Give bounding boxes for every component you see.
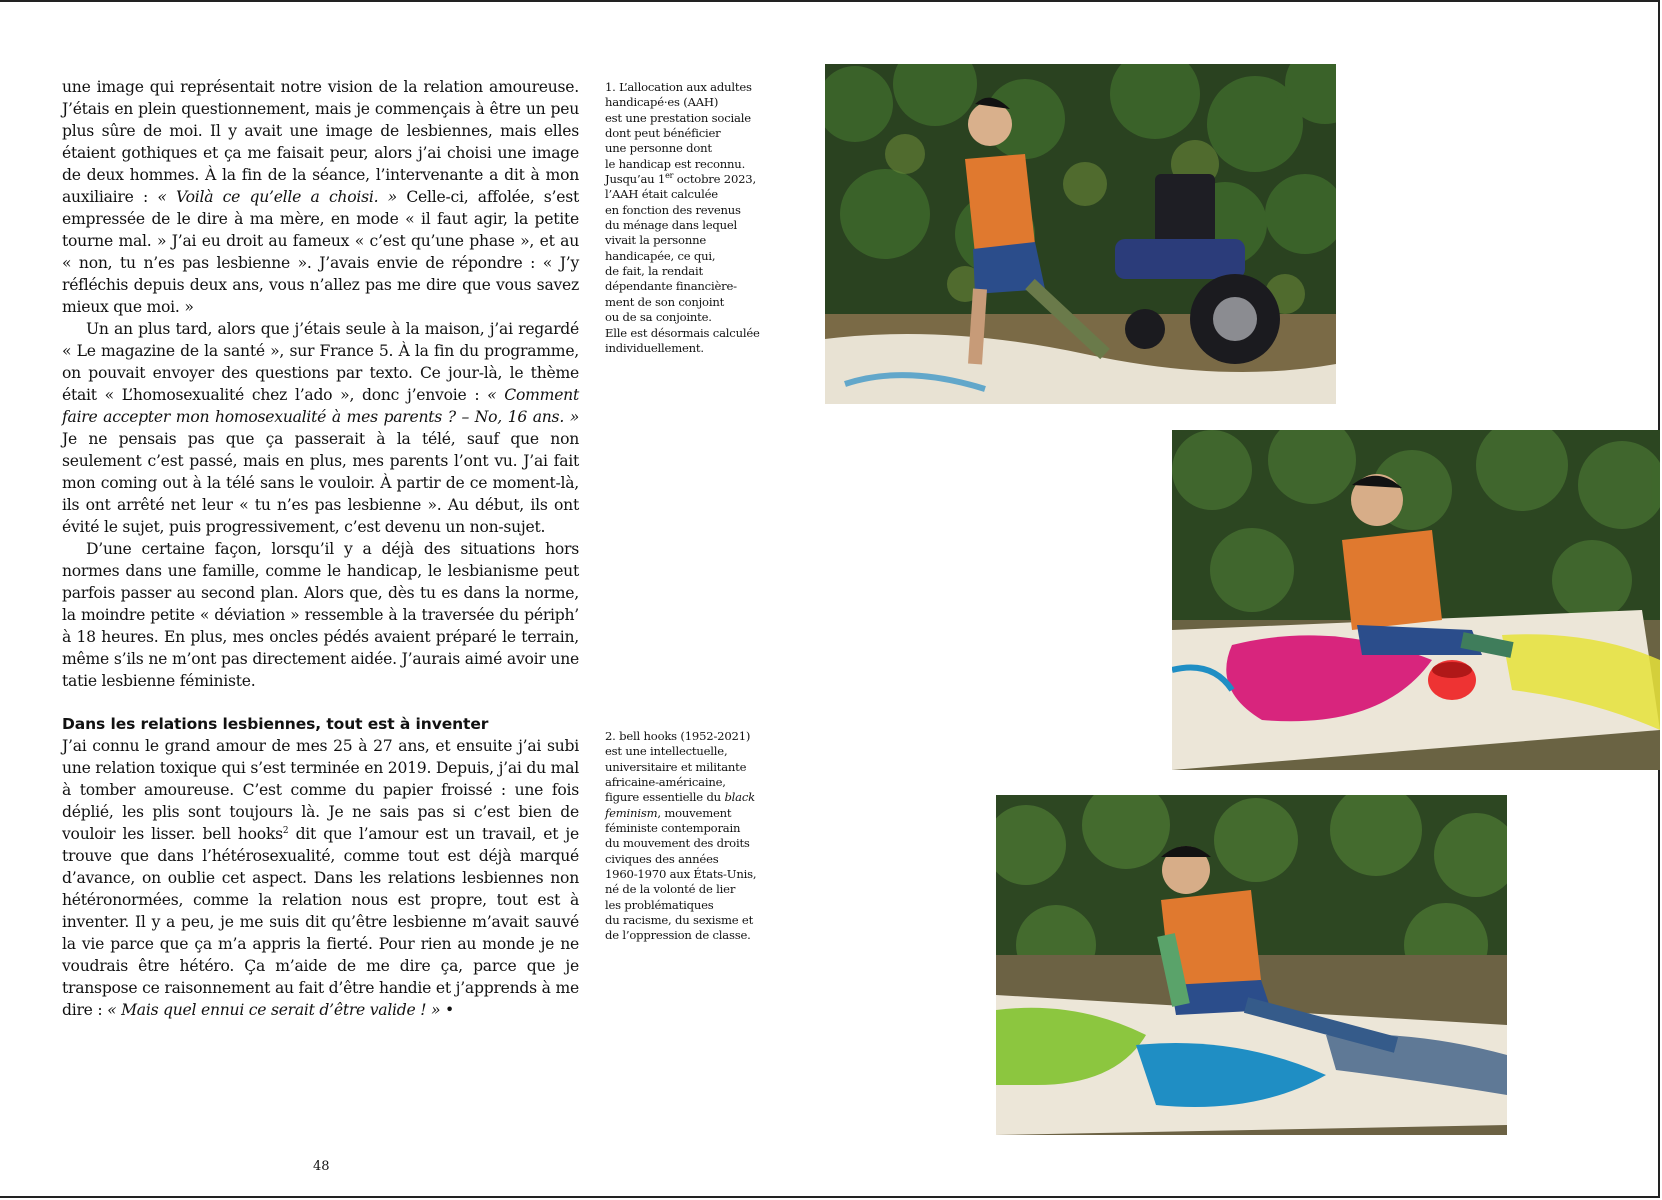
quote-choice: « Voilà ce qu’elle a choisi. » (157, 188, 397, 206)
quote-sms: « Comment faire accepter mon homosexualité à mes parents ? – No, 16 ans. » (62, 386, 579, 426)
paragraph-1: une image qui représentait notre vision de la relation amoureuse. J’étais en plein questionnement, mais je commençais à être un peu plus sûre de moi. Il y avait une image de lesbiennes, mais elles étaient gothiques et ça me faisait peur, alors j’ai choisi une image de deux hommes. À la fin de la séance, l’intervenante a dit à mon auxiliaire : « Voilà ce qu’elle a choisi. » Celle-ci, affolée, s’est empressée de le dire à ma mère, en mode « il faut agir, la petite tourne mal. » J’ai eu droit au fameux « c’est qu’une phase », et au « non, tu n’es pas lesbienne ». J’avais envie de répondre : « J’y réfléchis depuis deux ans, vous n’allez pas me dire que vous savez mieux que moi. » (62, 78, 579, 316)
article-body (62, 76, 579, 1021)
paragraph-2: Un an plus tard, alors que j’étais seule à la maison, j’ai regardé « Le magazine de la santé », sur France 5. À la fin du programme, on pouvait envoyer des questions par texto. Ce jour-là, le thème était « L’homosexualité chez l’ado », donc j’envoie : « Comment faire accepter mon homosexualité à mes parents ? – No, 16 ans. » Je ne pensais pas que ça passerait à la télé, sauf que non seulement c’est passé, mais en plus, mes parents l’ont vu. J’ai fait mon coming out à la télé sans le vouloir. À partir de ce moment-là, ils ont arrêté net leur « tu n’es pas lesbienne ». Au début, ils ont évité le sujet, puis progressivement, c’est devenu un non-sujet. (62, 320, 579, 536)
footnote-2: 2. bell hooks (1952-2021) est une intellectuelle, universitaire et militante africaine-américaine, figure essentielle du black feminism, mouvement féministe contemporain du mouvement des droits civiques des années 1960-1970 aux États-Unis, né de la volonté de lier les problématiques du racisme, du sexisme et de l’oppression de classe. (605, 729, 757, 943)
photo-shouting-with-wheelchair (825, 64, 1336, 404)
footnote-ref-2[interactable]: 2 (282, 825, 289, 836)
quote-valide: « Mais quel ennui ce serait d’être valide ! » (107, 1001, 441, 1019)
footnote-1: 1. L’allocation aux adultes handicapé·es (AAH) est une prestation sociale dont peut bénéficier une personne dont le handicap est reconnu. Jusqu’au 1er octobre 2023, l’AAH était calculée en fonction des revenus du ménage dans lequel vivait la personne handicapée, ce qui, de fait, la rendait dépendante financière- ment de son conjoint ou de sa conjointe. Elle est désormais calculée individuellement. (605, 80, 760, 355)
photo-sitting-magenta-paint (1172, 430, 1660, 770)
end-bullet: • (440, 1001, 454, 1019)
photo-sitting-painted-legs (996, 795, 1507, 1135)
paragraph-4: J’ai connu le grand amour de mes 25 à 27 ans, et ensuite j’ai subi une relation toxique qui s’est terminée en 2019. Depuis, j’ai du mal à tomber amoureuse. C’est comme du papier froissé : une fois déplié, les plis sont toujours là. Je ne sais pas si c’est bien de vouloir les lisser. bell hooks$^2$ dit que l’amour est un travail, et je trouve que dans l’hétérosexualité, comme tout est déjà marqué d’avance, on oublie cet aspect. Dans les relations lesbiennes non hétéronormées, comme la relation nous est propre, tout est à inventer. Il y a peu, je me suis dit qu’être lesbienne m’avait sauvé la vie parce que ça m’a appris la fierté. Pour rien au monde je ne voudrais être hétéro. Ça m’aide de me dire ça, parce que je transpose ce raisonnement au fait d’être handie et j’apprends à me dire : « Mais quel ennui ce serait d’être valide ! » • (62, 737, 579, 1019)
page-number: 48 (313, 1159, 330, 1174)
section-heading: Dans les relations lesbiennes, tout est à inventer (62, 715, 489, 733)
paragraph-3: D’une certaine façon, lorsqu’il y a déjà des situations hors normes dans une famille, comme le handicap, le lesbianisme peut parfois passer au second plan. Alors que, dès tu es dans la norme, la moindre petite « déviation » ressemble à la traversée du périph’ à 18 heures. En plus, mes oncles pédés avaient préparé le terrain, même s’ils ne m’ont pas directement aidée. J’aurais aimé avoir une tatie lesbienne féministe. (62, 540, 579, 690)
